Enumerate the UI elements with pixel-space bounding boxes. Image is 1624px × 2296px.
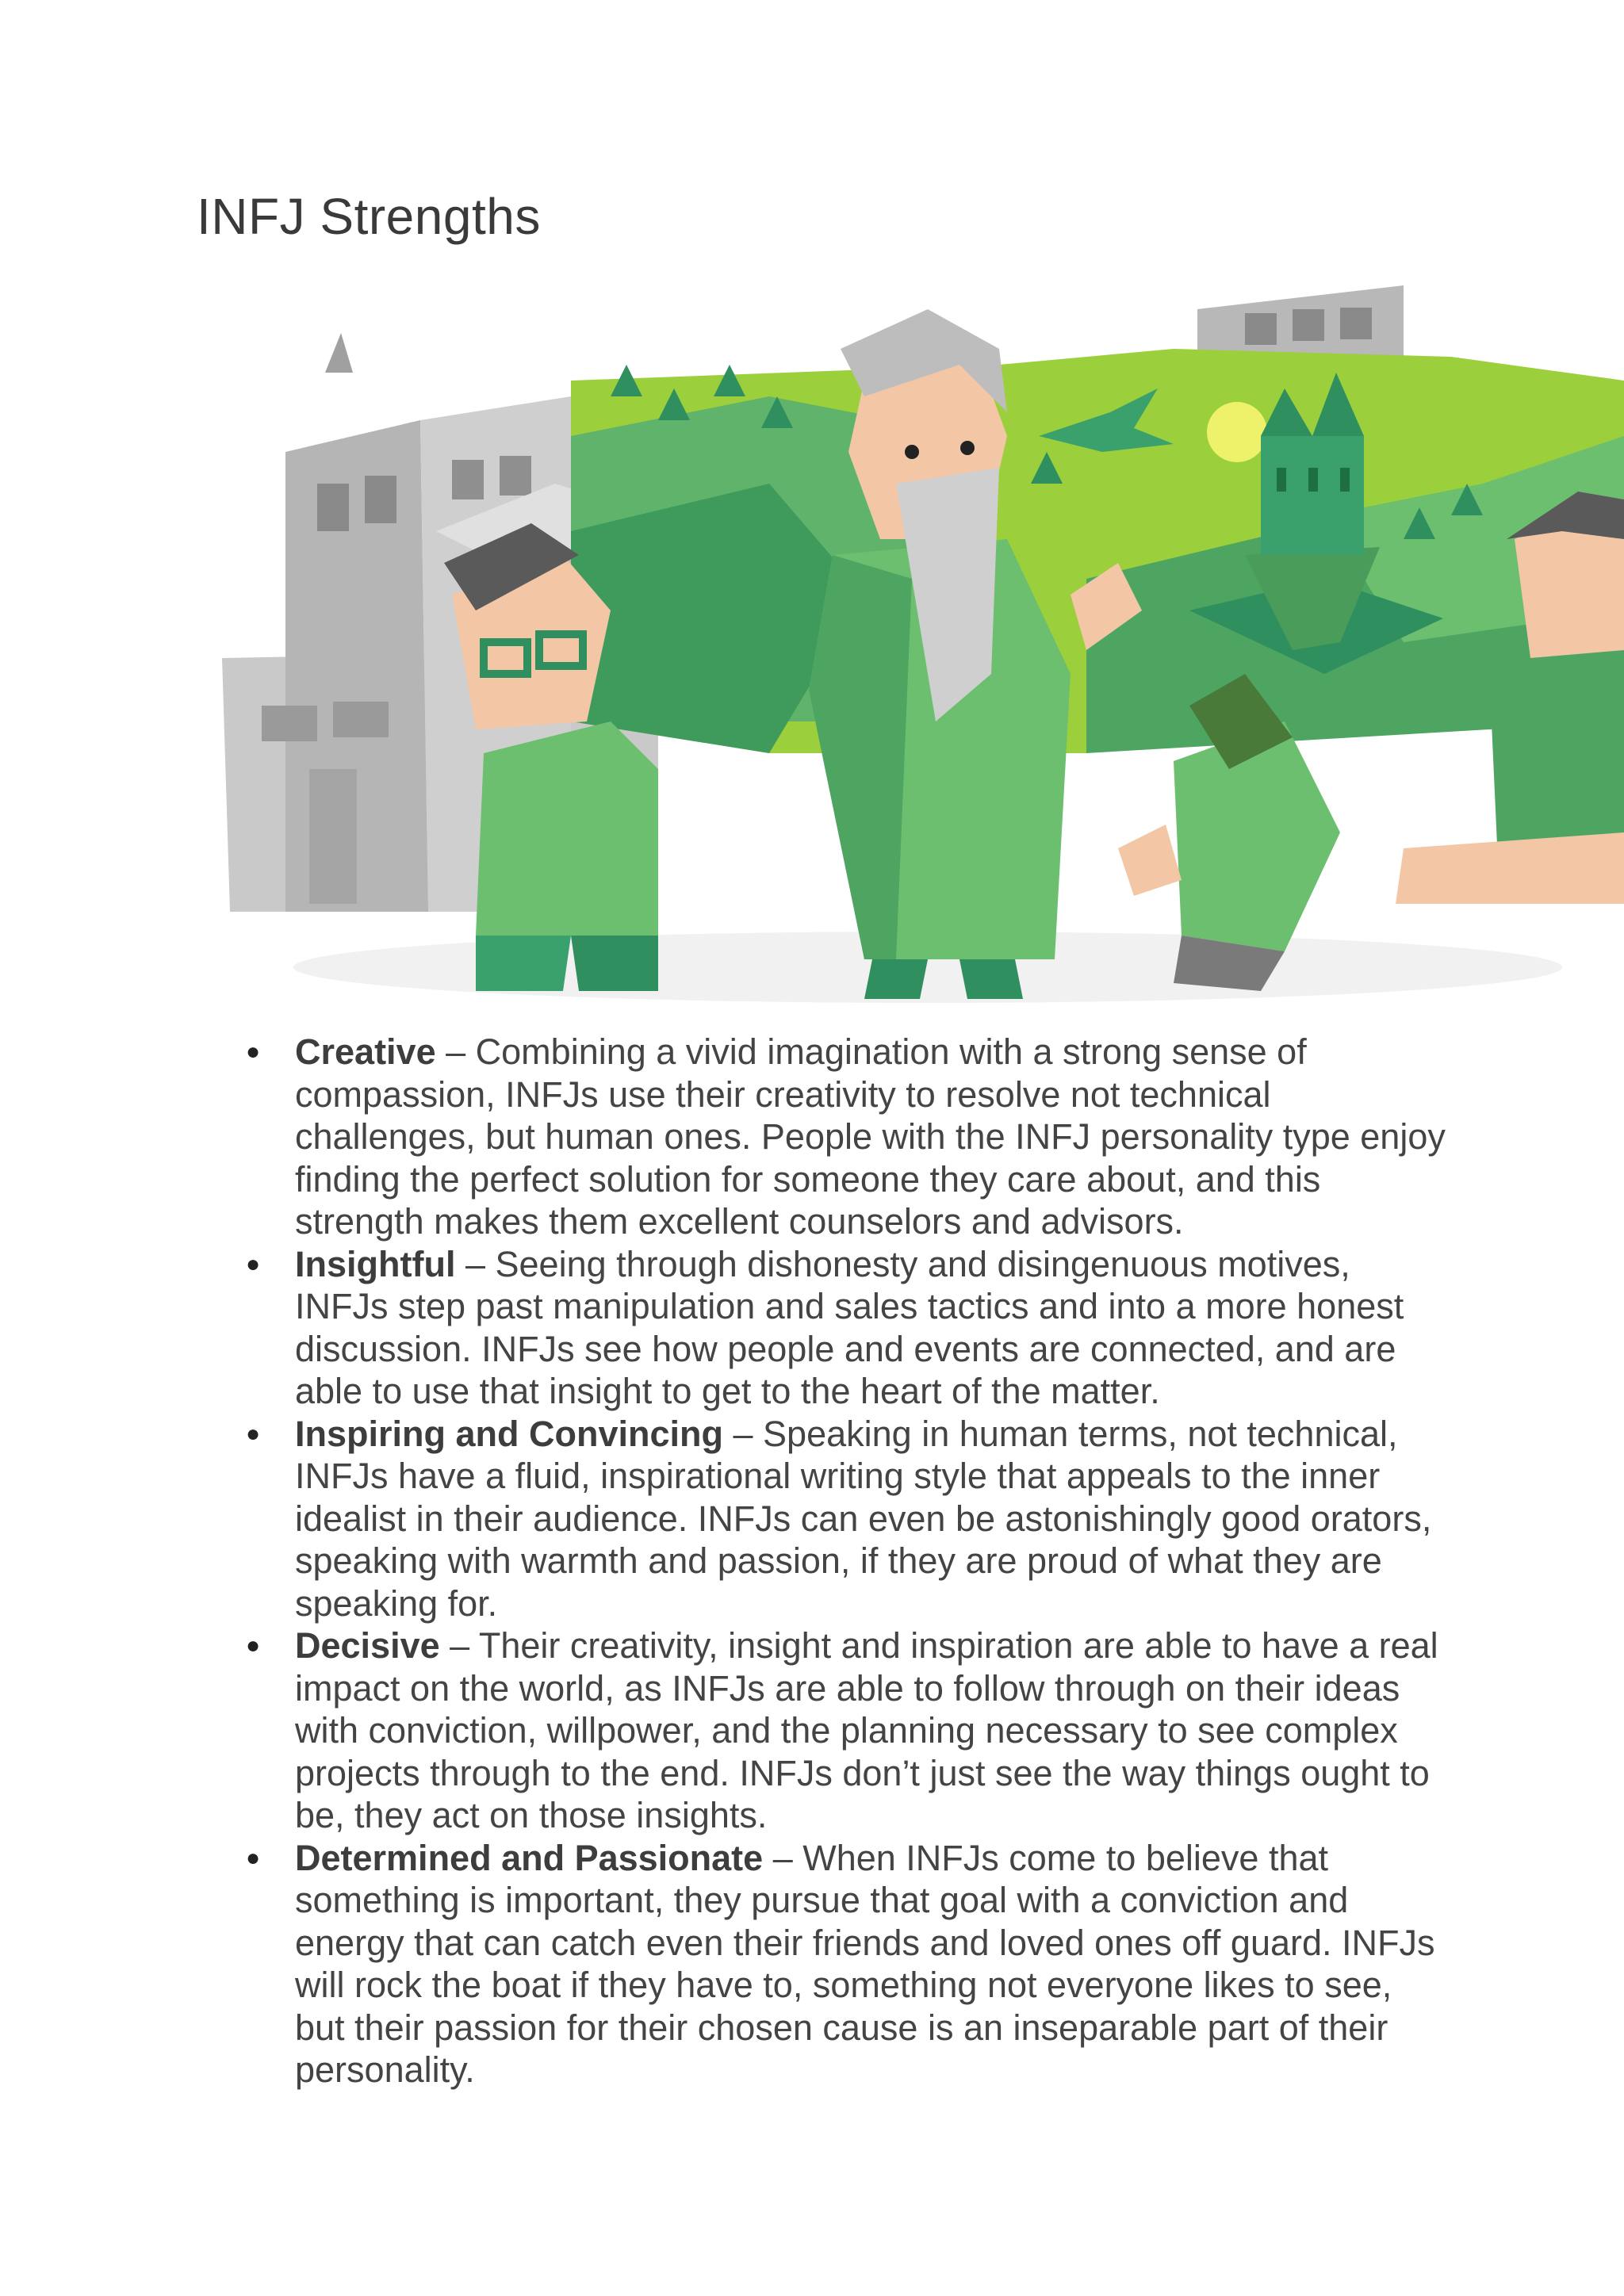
infj-strengths-illustration xyxy=(214,277,1624,1015)
fantasy-landscape xyxy=(571,349,1624,753)
page-title: INFJ Strengths xyxy=(197,188,541,245)
sun xyxy=(1207,402,1267,462)
strength-term: Creative xyxy=(295,1031,436,1072)
strength-separator: – xyxy=(763,1837,803,1878)
bullet-icon: ● xyxy=(246,1844,261,1871)
strength-term: Inspiring and Convincing xyxy=(295,1413,723,1454)
bullet-icon: ● xyxy=(246,1632,261,1659)
list-item xyxy=(238,1413,1451,1625)
strength-term: Determined and Passionate xyxy=(295,1837,764,1878)
strength-description: Their creativity, insight and inspiration are able to have a real impact on the world, as INFJs are able to follow through on their ideas with conviction, willpower, and the planning necessary to see complex projects through to the end. INFJs don’t just see the way things ought to be, they act on those insights. xyxy=(295,1625,1438,1835)
strength-separator: – xyxy=(455,1243,496,1284)
strength-description: When INFJs come to believe that something is important, they pursue that goal with a conviction and energy that can catch even their friends and loved ones off guard. INFJs will rock the boat if they have to, something not everyone likes to see, but their passion for their chosen cause is an inseparable part of their personality. xyxy=(295,1837,1435,2090)
list-item xyxy=(238,1837,1451,2091)
list-item xyxy=(238,1031,1451,1243)
strength-separator: – xyxy=(435,1031,476,1072)
strengths-list xyxy=(238,1031,1451,2091)
bullet-icon: ● xyxy=(246,1039,261,1065)
strength-separator: – xyxy=(439,1625,479,1666)
strength-description: Seeing through dishonesty and disingenuous motives, INFJs step past manipulation and sales tactics and into a more honest discussion. INFJs see how people and events are connected, and are able to use that insight to get to the heart of the matter. xyxy=(295,1243,1404,1411)
strength-description: Speaking in human terms, not technical, INFJs have a fluid, inspirational writing style that appeals to the inner idealist in their audience. INFJs can even be astonishingly good orators, speaking with warmth and passion, if they are proud of what they are speaking for. xyxy=(295,1413,1432,1624)
strength-term: Insightful xyxy=(295,1243,456,1284)
bullet-icon: ● xyxy=(246,1250,261,1277)
bullet-icon: ● xyxy=(246,1420,261,1447)
list-item xyxy=(238,1624,1451,1837)
list-item xyxy=(238,1243,1451,1413)
strength-separator: – xyxy=(723,1413,764,1454)
strength-term: Decisive xyxy=(295,1625,440,1666)
strength-description: Combining a vivid imagination with a strong sense of compassion, INFJs use their creativity to resolve not technical challenges, but human ones. People with the INFJ personality type enjoy finding the perfect solution for someone they care about, and this strength makes them excellent counselors and advisors. xyxy=(295,1031,1446,1242)
